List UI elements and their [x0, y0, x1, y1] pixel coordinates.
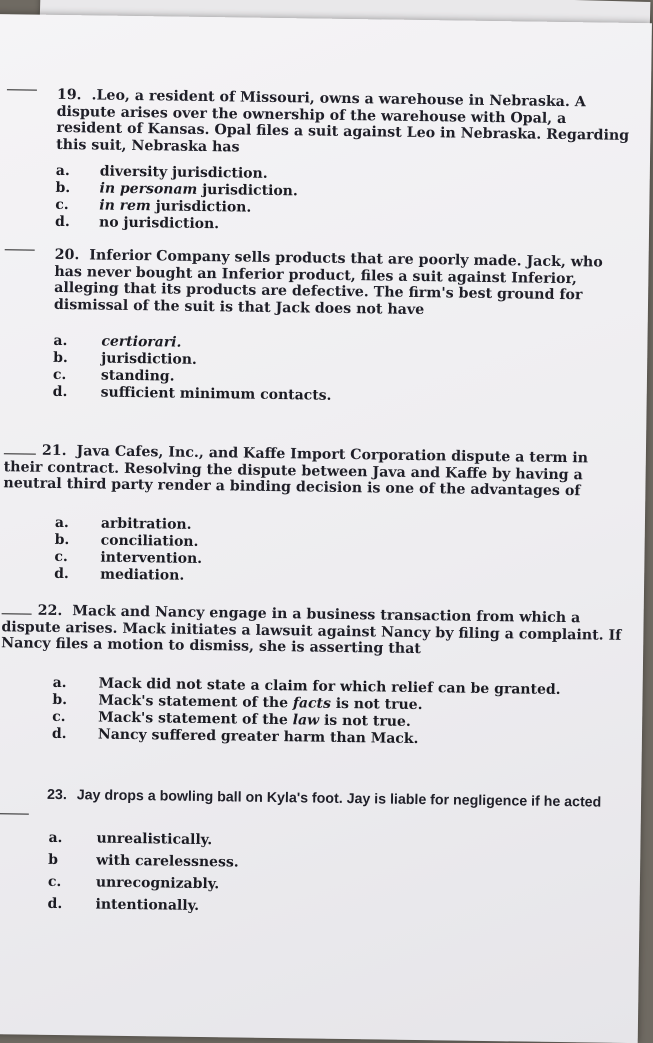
option-letter: a.: [52, 674, 67, 691]
option-text: certiorari.: [101, 333, 182, 351]
options-list: [47, 829, 620, 925]
option-letter: c.: [52, 366, 67, 384]
options-list: [54, 514, 625, 590]
option-text: jurisdiction.: [101, 350, 197, 368]
options-list: [53, 333, 628, 409]
stem-text: Jay drops a bowling ball on Kyla's foot. Jay is liable for negligence if he acted: [76, 787, 602, 811]
answer-blank-19[interactable]: [7, 88, 37, 90]
question-19: [0, 86, 631, 239]
option-text: Mack's statement of the facts is not true.: [98, 692, 423, 713]
option-letter: c.: [55, 196, 69, 214]
question-number: 22.: [37, 602, 63, 620]
options-list: [52, 674, 623, 750]
option-letter: a.: [48, 829, 63, 846]
option-text: standing.: [100, 367, 175, 385]
question-number: 19.: [56, 86, 82, 104]
answer-blank-22[interactable]: [2, 613, 32, 614]
option-letter: d.: [52, 383, 68, 401]
option-letter: c.: [52, 708, 66, 725]
option-text: mediation.: [100, 566, 185, 584]
answer-blank-21[interactable]: [4, 453, 36, 454]
question-number: 20.: [54, 246, 80, 264]
question-23: [0, 786, 621, 925]
option-text: sufficient minimum contacts.: [100, 384, 332, 404]
stem-text: Mack and Nancy engage in a business transaction from which a dispute arises. Mack initiates a lawsuit against Nancy by filing a complaint. If Nancy files a motion to dismiss, she is asserting that: [1, 603, 622, 658]
option-letter: b: [48, 851, 59, 868]
option-letter: b.: [52, 691, 68, 708]
option-text: no jurisdiction.: [98, 214, 220, 233]
option-letter: b.: [53, 349, 68, 367]
option-text: in rem jurisdiction.: [99, 197, 252, 216]
option-text: Mack did not state a claim for which relief can be granted.: [98, 675, 561, 698]
question-21: [0, 442, 626, 590]
answer-blank-20[interactable]: [5, 248, 35, 250]
option-letter: a.: [54, 514, 69, 531]
option-letter: b.: [55, 179, 71, 197]
question-stem: [0, 246, 629, 321]
option-letter: d.: [47, 895, 63, 912]
question-number: 23.: [46, 786, 67, 804]
question-number: 21.: [41, 442, 67, 460]
question-22: [0, 602, 624, 750]
stem-text: Java Cafes, Inc., and Kaffe Import Corporation dispute a term in their contract. Resolving the dispute between Java and Kaffe by having a neutral third party render a binding decision is one of the advantages of: [3, 443, 589, 500]
option-letter: c.: [47, 873, 62, 890]
option-text: arbitration.: [100, 515, 192, 533]
option-letter: d.: [54, 213, 70, 231]
option-text: Nancy suffered greater harm than Mack.: [97, 726, 419, 747]
question-stem: [0, 86, 631, 161]
option-letter: d.: [51, 725, 67, 742]
question-20: [0, 246, 629, 409]
option-text: conciliation.: [100, 532, 199, 550]
option-text: with carelessness.: [96, 852, 239, 871]
option-letter: b.: [54, 531, 70, 548]
question-stem: [0, 786, 621, 811]
option-letter: d.: [54, 565, 69, 582]
stem-text: .Leo, a resident of Missouri, owns a warehouse in Nebraska. A dispute arises over the ownership of the warehouse with Opal, a resident of Kansas. Opal files a suit against Leo in Nebraska. Regarding this suit, Nebraska has: [56, 87, 630, 155]
option-letter: a.: [55, 162, 70, 180]
option-letter: a.: [53, 332, 68, 350]
option-text: intentionally.: [95, 896, 200, 914]
question-stem: [0, 602, 624, 660]
worksheet-page: [0, 14, 652, 1043]
options-list: [55, 163, 630, 239]
option-text: diversity jurisdiction.: [99, 163, 268, 182]
option-letter: c.: [54, 548, 68, 565]
option-text: intervention.: [100, 549, 203, 567]
option-text: Mack's statement of the law is not true.: [98, 709, 411, 730]
question-stem: [0, 442, 626, 500]
stem-text: Inferior Company sells products that are poorly made. Jack, who has never bought an Inferior product, files a suit against Inferior, alleging that its products are defective. The firm's best ground for dismissal of the suit is that Jack does not have: [53, 247, 603, 318]
option-text: in personam jurisdiction.: [99, 180, 298, 200]
option-text: unrecognizably.: [95, 874, 220, 892]
option-text: unrealistically.: [96, 830, 213, 848]
answer-blank-23[interactable]: [0, 812, 29, 815]
